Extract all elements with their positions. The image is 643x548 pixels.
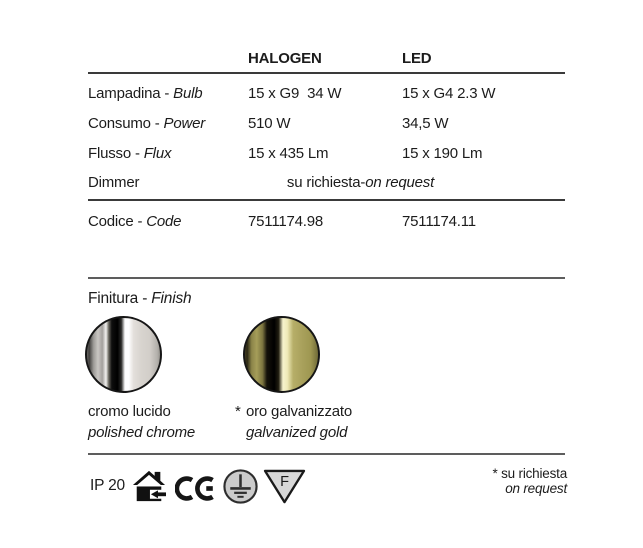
row-label: Consumo - Power <box>88 115 206 132</box>
caption-italian: cromo lucido <box>88 403 171 420</box>
ce-mark-icon <box>175 475 217 502</box>
chrome-finish-swatch <box>85 316 162 393</box>
asterisk-marker: * <box>235 403 241 420</box>
flammable-surface-f-icon <box>263 468 306 505</box>
row-label: Flusso - Flux <box>88 145 172 162</box>
led-value: 34,5 W <box>402 115 449 132</box>
ip-rating-label: IP 20 <box>90 477 125 494</box>
footnote-italian: * su richiesta <box>492 466 567 481</box>
column-header-halogen: HALOGEN <box>248 50 322 67</box>
table-column-headers <box>88 51 565 67</box>
gold-swatch-caption <box>235 401 353 443</box>
halogen-code: 7511174.98 <box>248 213 324 230</box>
table-row-flux <box>88 146 565 164</box>
caption-english: galvanized gold <box>246 424 348 441</box>
halogen-value: 15 x 435 Lm <box>248 145 329 162</box>
led-code: 7511174.11 <box>402 213 476 230</box>
table-row-bulb <box>88 86 565 104</box>
protective-earth-icon <box>222 468 259 505</box>
footer-rule <box>88 453 565 455</box>
led-value: 15 x 190 Lm <box>402 145 483 162</box>
caption-italian: oro galvanizzato <box>246 403 353 420</box>
indoor-use-icon <box>132 469 166 503</box>
finish-section-title: Finitura - Finish <box>88 290 192 307</box>
row-label: Lampadina - Bulb <box>88 85 203 102</box>
halogen-value: 510 W <box>248 115 291 132</box>
row-label: Dimmer <box>88 174 140 191</box>
column-header-led: LED <box>402 50 432 67</box>
dimmer-value: su richiesta-on request <box>286 174 435 191</box>
row-label: Codice - Code <box>88 213 182 230</box>
table-row-code <box>88 214 565 232</box>
caption-english: polished chrome <box>88 424 196 441</box>
table-row-power <box>88 116 565 134</box>
footnote-english: on request <box>505 481 567 496</box>
certification-marks <box>90 465 306 507</box>
halogen-value: 15 x G9 34 W <box>248 85 342 102</box>
led-value: 15 x G4 2.3 W <box>402 85 496 102</box>
footnote <box>493 466 567 496</box>
gold-finish-swatch <box>243 316 320 393</box>
dimmer-rule <box>88 199 565 201</box>
chrome-swatch-caption <box>88 401 195 443</box>
header-rule <box>88 72 565 74</box>
finish-rule <box>88 277 565 279</box>
svg-text:F: F <box>280 473 289 490</box>
table-row-dimmer <box>88 175 565 193</box>
